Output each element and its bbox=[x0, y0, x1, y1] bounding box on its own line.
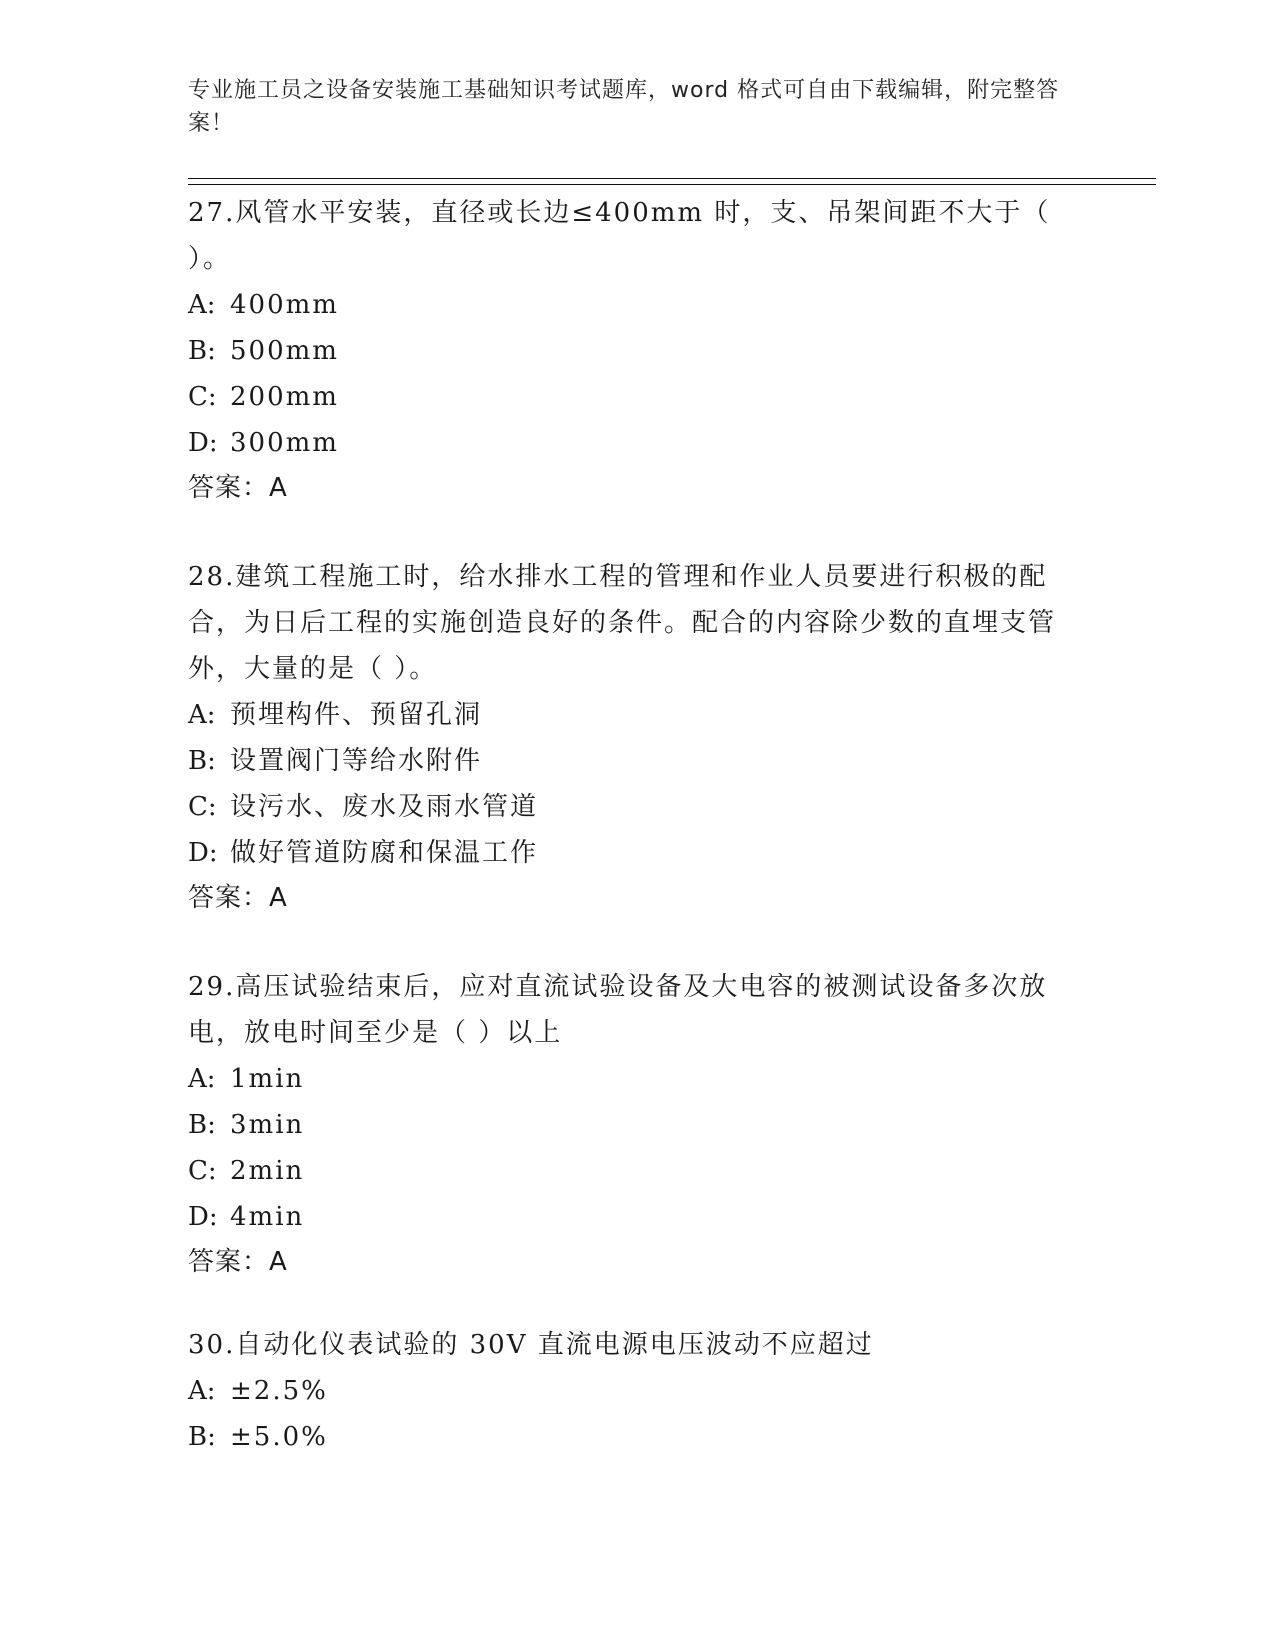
option-letter: B: bbox=[188, 746, 216, 776]
header-divider-top bbox=[188, 178, 1156, 179]
option-text: 300mm bbox=[230, 428, 339, 458]
question-30 bbox=[188, 1322, 1088, 1460]
question-spacer bbox=[188, 510, 1088, 554]
question-27 bbox=[188, 190, 1088, 510]
option-letter: B: bbox=[188, 1422, 216, 1452]
answer-line: 答案：A bbox=[188, 473, 288, 503]
option-text: 设置阀门等给水附件 bbox=[230, 746, 483, 776]
option-text: 400mm bbox=[230, 290, 339, 320]
question-text: 29.高压试验结束后，应对直流试验设备及大电容的被测试设备多次放电，放电时间至少是（ ）以上 bbox=[188, 972, 1048, 1048]
question-text: 28.建筑工程施工时，给水排水工程的管理和作业人员要进行积极的配合，为日后工程的实施创造良好的条件。配合的内容除少数的直埋支管外，大量的是（ ）。 bbox=[188, 562, 1057, 684]
option-a bbox=[188, 692, 1088, 738]
option-letter: D: bbox=[188, 1202, 218, 1232]
question-text: 30.自动化仪表试验的 30V 直流电源电压波动不应超过 bbox=[188, 1330, 874, 1360]
option-d bbox=[188, 1194, 1088, 1240]
option-text: 4min bbox=[230, 1202, 305, 1232]
option-text: 200mm bbox=[230, 382, 339, 412]
question-28 bbox=[188, 554, 1088, 920]
option-text: 3min bbox=[230, 1110, 305, 1140]
document-header-note: 专业施工员之设备安装施工基础知识考试题库，word 格式可自由下载编辑，附完整答案！ bbox=[188, 78, 1060, 136]
question-text: 27.风管水平安装，直径或长边≤400mm 时，支、吊架间距不大于（ ）。 bbox=[188, 198, 1051, 274]
option-letter: C: bbox=[188, 792, 217, 822]
option-letter: A: bbox=[188, 700, 216, 730]
option-letter: A: bbox=[188, 290, 216, 320]
option-letter: D: bbox=[188, 838, 218, 868]
option-b bbox=[188, 738, 1088, 784]
option-d bbox=[188, 420, 1088, 466]
option-letter: C: bbox=[188, 1156, 217, 1186]
option-text: 1min bbox=[230, 1064, 305, 1094]
option-text: 预埋构件、预留孔洞 bbox=[230, 700, 483, 730]
option-c bbox=[188, 374, 1088, 420]
answer-line: 答案：A bbox=[188, 1247, 288, 1277]
option-text: ±2.5% bbox=[230, 1376, 328, 1406]
option-a bbox=[188, 1056, 1088, 1102]
answer-line: 答案：A bbox=[188, 883, 288, 913]
option-b bbox=[188, 1102, 1088, 1148]
option-a bbox=[188, 1368, 1088, 1414]
option-letter: B: bbox=[188, 1110, 216, 1140]
option-text: 500mm bbox=[230, 336, 339, 366]
option-letter: B: bbox=[188, 336, 216, 366]
question-list bbox=[188, 190, 1088, 1460]
option-c bbox=[188, 1148, 1088, 1194]
option-c bbox=[188, 784, 1088, 830]
option-text: 2min bbox=[230, 1156, 305, 1186]
option-text: 设污水、废水及雨水管道 bbox=[230, 792, 539, 822]
option-b bbox=[188, 1414, 1088, 1460]
question-29 bbox=[188, 964, 1088, 1284]
option-text: ±5.0% bbox=[230, 1422, 328, 1452]
option-b bbox=[188, 328, 1088, 374]
question-spacer bbox=[188, 1284, 1088, 1322]
option-letter: C: bbox=[188, 382, 217, 412]
question-spacer bbox=[188, 920, 1088, 964]
option-letter: A: bbox=[188, 1064, 216, 1094]
header-divider-bottom bbox=[188, 184, 1156, 185]
option-letter: A: bbox=[188, 1376, 216, 1406]
option-text: 做好管道防腐和保温工作 bbox=[230, 838, 539, 868]
option-letter: D: bbox=[188, 428, 218, 458]
option-d bbox=[188, 830, 1088, 876]
option-a bbox=[188, 282, 1088, 328]
